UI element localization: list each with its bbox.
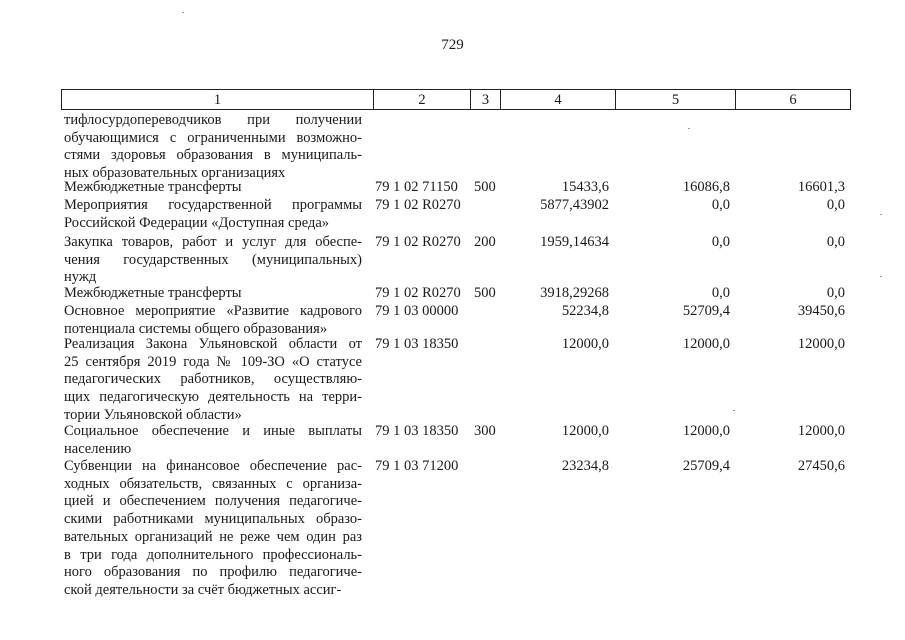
description-line: ской деятельности за счёт бюджетных ассиг- — [64, 581, 342, 598]
description-line: нужд — [64, 269, 97, 286]
row-code: 79 1 03 18350 — [375, 423, 459, 439]
row-description — [64, 458, 362, 600]
row-value-col6: 0,0 — [826, 197, 845, 213]
description-line: педагогических работников, осуществляю- — [64, 371, 362, 388]
description-line: Субвенции на финансовое обеспечение рас- — [64, 458, 362, 474]
description-line: Закупка товаров, работ и услуг для обеспе- — [64, 234, 362, 250]
description-line: щих педагогическую деятельность на терри- — [64, 389, 362, 406]
row-value-col5: 52709,4 — [682, 303, 730, 319]
description-line: вательных организаций не реже чем один раз — [64, 528, 362, 545]
row-value-col5: 25709,4 — [682, 458, 730, 474]
row-code: 79 1 02 R0270 — [375, 285, 461, 301]
row-value-col6: 16601,3 — [797, 179, 845, 195]
row-expense-type: 300 — [474, 423, 496, 439]
row-value-col6: 0,0 — [826, 285, 845, 301]
scan-speck — [880, 276, 882, 277]
header-col-1: 1 — [62, 90, 374, 109]
row-value-col4: 23234,8 — [561, 458, 609, 474]
scan-speck — [688, 128, 690, 129]
header-col-4: 4 — [501, 90, 616, 109]
description-line: стями здоровья образования в муниципаль- — [64, 147, 362, 164]
row-value-col4: 12000,0 — [561, 336, 609, 352]
description-line: потенциала системы общего образования» — [64, 320, 328, 337]
row-code: 79 1 03 71200 — [375, 458, 459, 474]
row-code: 79 1 03 18350 — [375, 336, 459, 352]
description-line: в три года дополнительного профессиональ- — [64, 546, 362, 563]
row-value-col4: 52234,8 — [561, 303, 609, 319]
scan-speck — [182, 12, 184, 13]
description-line: чения государственных (муниципальных) — [64, 251, 362, 268]
description-line: 25 сентября 2019 года № 109-ЗО «О статусе — [64, 353, 362, 370]
description-line: Реализация Закона Ульяновской области от — [64, 336, 362, 352]
header-col-5: 5 — [616, 90, 736, 109]
row-code: 79 1 02 71150 — [375, 179, 458, 195]
row-value-col6: 12000,0 — [797, 336, 845, 352]
row-description — [64, 234, 362, 287]
header-col-3: 3 — [471, 90, 501, 109]
row-description — [64, 285, 362, 303]
row-value-col4: 12000,0 — [561, 423, 609, 439]
description-line: ходных обязательств, связанных с организа- — [64, 475, 362, 492]
row-value-col6: 39450,6 — [797, 303, 845, 319]
row-expense-type: 500 — [474, 285, 496, 301]
scan-speck — [733, 410, 735, 411]
description-line: Основное мероприятие «Развитие кадрового — [64, 303, 362, 319]
description-line: ного образования по профилю педагогиче- — [64, 564, 362, 581]
row-value-col6: 27450,6 — [797, 458, 845, 474]
row-value-col5: 0,0 — [711, 234, 730, 250]
row-value-col4: 5877,43902 — [540, 197, 609, 213]
description-line: скими работниками муниципальных образо- — [64, 511, 362, 528]
row-description — [64, 336, 362, 425]
description-line: тории Ульяновской области» — [64, 406, 242, 423]
row-description — [64, 197, 362, 232]
row-value-col4: 3918,29268 — [540, 285, 609, 301]
description-line: тифлосурдопереводчиков при получении — [64, 112, 362, 128]
row-description — [64, 423, 362, 458]
row-value-col5: 12000,0 — [682, 336, 730, 352]
row-value-col4: 15433,6 — [561, 179, 609, 195]
row-value-col5: 0,0 — [711, 285, 730, 301]
description-line: обучающимися с ограниченными возможно- — [64, 129, 362, 146]
row-value-col6: 12000,0 — [797, 423, 845, 439]
row-expense-type: 200 — [474, 234, 496, 250]
row-description — [64, 112, 362, 183]
description-line: Российской Федерации «Доступная среда» — [64, 214, 330, 231]
row-code: 79 1 02 R0270 — [375, 197, 461, 213]
description-line: населению — [64, 440, 132, 457]
scan-speck — [880, 214, 882, 215]
row-value-col5: 0,0 — [711, 197, 730, 213]
row-description — [64, 179, 362, 197]
description-line: ных образовательных организациях — [64, 165, 286, 182]
row-value-col6: 0,0 — [826, 234, 845, 250]
page-number: 729 — [441, 37, 464, 53]
row-code: 79 1 02 R0270 — [375, 234, 461, 250]
header-col-6: 6 — [789, 92, 797, 108]
description-line: Мероприятия государственной программы — [64, 197, 362, 213]
row-value-col5: 16086,8 — [682, 179, 730, 195]
table-header-row — [61, 89, 851, 110]
description-line: Межбюджетные трансферты — [64, 285, 242, 301]
row-value-col5: 12000,0 — [682, 423, 730, 439]
row-description — [64, 303, 362, 338]
description-line: цией и обеспечением получения педагогиче- — [64, 493, 362, 510]
row-code: 79 1 03 00000 — [375, 303, 459, 319]
header-col-2: 2 — [374, 90, 471, 109]
description-line: Межбюджетные трансферты — [64, 179, 242, 195]
row-value-col4: 1959,14634 — [540, 234, 609, 250]
description-line: Социальное обеспечение и иные выплаты — [64, 423, 362, 439]
row-expense-type: 500 — [474, 179, 496, 195]
